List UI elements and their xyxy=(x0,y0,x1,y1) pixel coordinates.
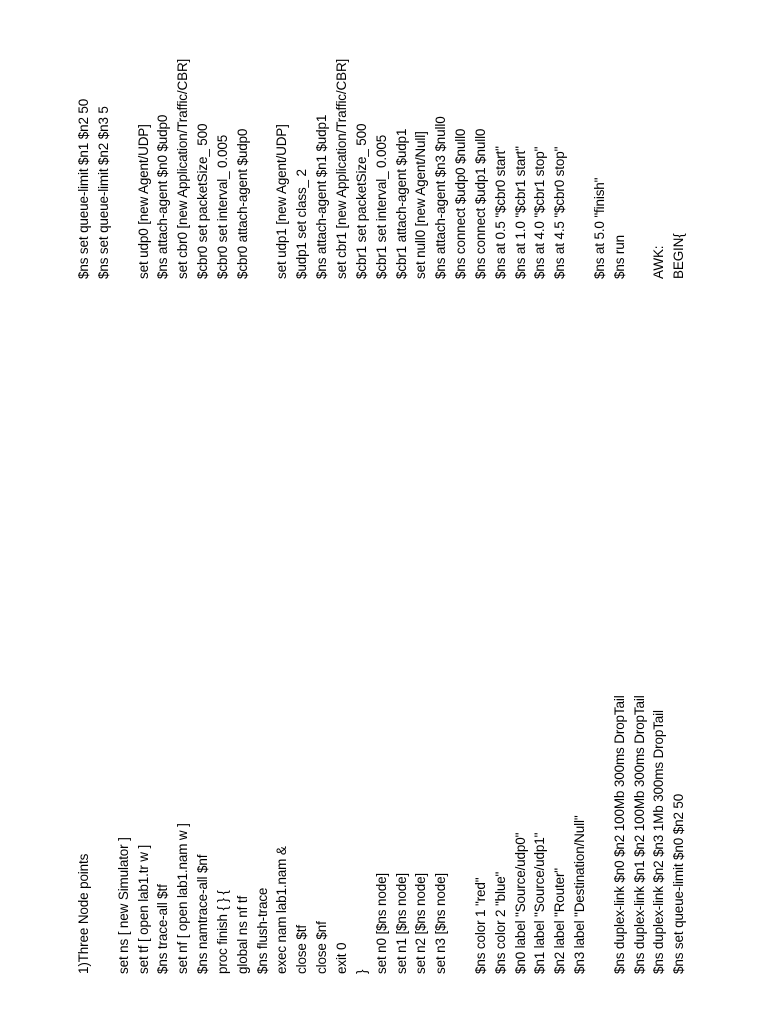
code-line xyxy=(590,695,610,974)
code-line: exit 0 xyxy=(333,942,349,974)
code-line: $cbr1 set interval_ 0.005 xyxy=(373,134,389,279)
code-line: $n0 label "Source/udp0" xyxy=(512,832,528,974)
code-line: set cbr0 [new Application/Traffic/CBR] xyxy=(175,58,191,279)
code-line xyxy=(253,59,273,279)
code-line: $cbr1 set packetSize_ 500 xyxy=(353,123,369,279)
code-line xyxy=(570,59,590,279)
code-line: $cbr1 attach-agent $udp1 xyxy=(393,128,409,279)
code-line: $ns color 2 "blue" xyxy=(492,871,508,974)
code-line: $ns attach-agent $n3 $null0 xyxy=(433,116,449,279)
code-line: set null0 [new Agent/Null] xyxy=(413,131,429,279)
code-line: $cbr0 attach-agent $udp0 xyxy=(234,128,250,279)
code-line: $cbr0 set packetSize_ 500 xyxy=(195,123,211,279)
code-line: $ns namtrace-all $nf xyxy=(195,854,211,974)
code-line: $n2 label "Router" xyxy=(552,868,568,974)
code-line xyxy=(451,695,471,974)
code-line: $ns connect $udp1 $null0 xyxy=(472,128,488,279)
code-line: $ns set queue-limit $n0 $n2 50 xyxy=(671,793,687,974)
code-line: set nf [ open lab1.nam w ] xyxy=(175,823,191,974)
code-line: $ns at 4.5 "$cbr0 stop" xyxy=(552,146,568,279)
code-line: BEGIN{ xyxy=(671,233,687,279)
code-line: $ns at 0.5 "$cbr0 start" xyxy=(492,146,508,279)
code-line: $ns color 1 "red" xyxy=(472,877,488,974)
code-line: exec nam lab1.nam & xyxy=(274,846,290,974)
code-line: $ns run xyxy=(611,235,627,279)
code-line: set ns [ new Simulator ] xyxy=(115,837,131,974)
code-line: $ns set queue-limit $n2 $n3 5 xyxy=(95,106,111,279)
code-line: $ns flush-trace xyxy=(254,887,270,974)
code-column-right xyxy=(74,59,689,279)
code-line: $ns set queue-limit $n1 $n2 50 xyxy=(76,98,91,279)
code-line: set tf [ open lab1.tr w ] xyxy=(135,844,151,974)
code-line: close $tf xyxy=(294,925,310,974)
code-line xyxy=(94,695,114,974)
code-line: $n1 label "Source/udp1" xyxy=(532,832,548,974)
code-line: $ns trace-all $tf xyxy=(155,884,171,974)
code-line: } xyxy=(353,969,369,974)
code-line: set udp1 [new Agent/UDP] xyxy=(274,124,290,279)
code-line: proc finish { } { xyxy=(214,890,230,974)
code-line: set n1 [$ns node] xyxy=(393,872,409,974)
code-line: $ns at 4.0 "$cbr1 stop" xyxy=(532,146,548,279)
code-column-left xyxy=(74,695,689,974)
code-line xyxy=(114,59,134,279)
code-line: global ns nf tf xyxy=(234,895,250,974)
code-line: set n0 [$ns node] xyxy=(373,872,389,974)
code-line: set n2 [$ns node] xyxy=(413,872,429,974)
code-line: 1)Three Node points xyxy=(76,853,91,974)
code-line: set udp0 [new Agent/UDP] xyxy=(135,124,151,279)
code-line: $ns duplex-link $n0 $n2 100Mb 300ms DropTail xyxy=(611,695,627,974)
code-line: AWK: xyxy=(651,245,667,279)
code-line: $ns duplex-link $n2 $n3 1Mb 300ms DropTail xyxy=(651,710,667,974)
code-line xyxy=(630,59,650,279)
code-line: $udp1 set class_ 2 xyxy=(294,169,310,279)
code-line: $ns connect $udp0 $null0 xyxy=(453,128,469,279)
code-line: $ns attach-agent $n0 $udp0 xyxy=(155,114,171,279)
code-line: $ns attach-agent $n1 $udp1 xyxy=(314,114,330,279)
code-line: $ns duplex-link $n1 $n2 100Mb 300ms DropTail xyxy=(631,695,647,974)
code-line: close $nf xyxy=(314,921,330,974)
code-line: $cbr0 set interval_ 0.005 xyxy=(214,134,230,279)
code-line: $ns at 1.0 "$cbr1 start" xyxy=(512,146,528,279)
code-line: set cbr1 [new Application/Traffic/CBR] xyxy=(333,58,349,279)
code-line: $n3 label "Destination/Null" xyxy=(572,815,588,974)
code-line: set n3 [$ns node] xyxy=(433,872,449,974)
code-line: $ns at 5.0 "finish" xyxy=(591,177,607,279)
